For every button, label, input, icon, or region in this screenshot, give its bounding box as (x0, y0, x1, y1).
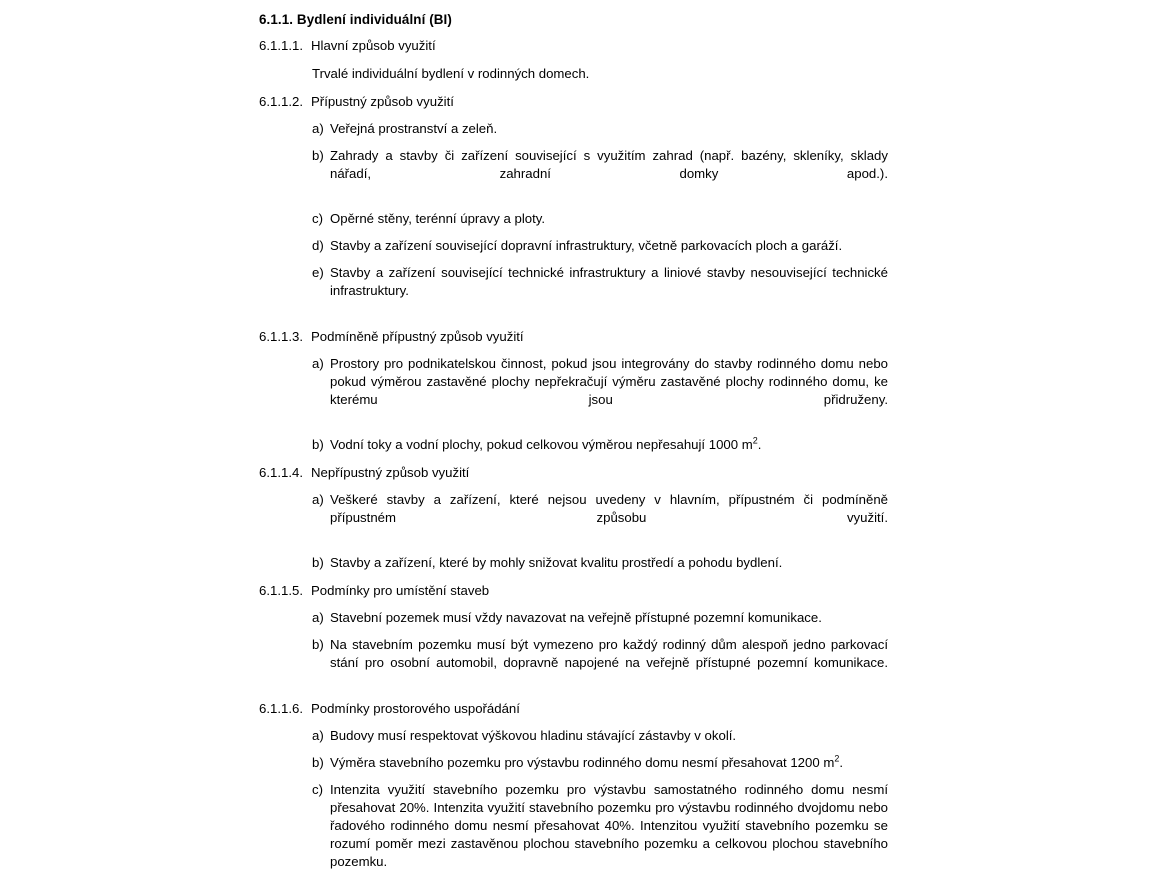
list-marker: a) (312, 610, 324, 625)
list-item-text: Stavby a zařízení související technické infrastruktury a liniové stavby nesouvisející technické infrastruktury. (330, 265, 888, 298)
list-item-text: Stavby a zařízení související dopravní infrastruktury, včetně parkovacích ploch a garáží. (330, 238, 843, 253)
list-item-text: Opěrné stěny, terénní úpravy a ploty. (330, 211, 546, 226)
text-after-superscript: . (757, 437, 762, 452)
clause-number: 6.1.1.2. (259, 94, 303, 109)
list-marker: b) (312, 148, 324, 163)
list-item (259, 237, 888, 255)
list-item (259, 147, 888, 201)
clause-list-6-1-1-2 (259, 120, 888, 318)
page-title: 6.1.1. Bydlení individuální (BI) (259, 12, 452, 27)
list-marker: a) (312, 492, 324, 507)
list-item (259, 120, 888, 138)
clause-list-6-1-1-3 (259, 355, 888, 454)
list-item-text (330, 436, 888, 454)
list-item (259, 609, 888, 627)
list-item-text: Intenzita využití stavebního pozemku pro výstavbu samostatného rodinného domu nesmí přesahovat 20%. Intenzita využití stavebního pozemku pro výstavbu rodinného dvojdomu nebo řadového rodinného domu nesmí přesahovat 40%. Intenzitou využití stavebního pozemku se rozumí poměr mezi zastavěnou plochou stavebního pozemku a celkovou plochou stavebního pozemku. (330, 782, 888, 869)
clause-heading-6-1-1-1 (259, 37, 888, 55)
list-item-text: Budovy musí respektovat výškovou hladinu stávající zástavby v okolí. (330, 728, 737, 743)
list-marker: b) (312, 755, 324, 770)
list-marker: d) (312, 238, 324, 253)
list-item (259, 264, 888, 318)
list-item-text: Prostory pro podnikatelskou činnost, pokud jsou integrovány do stavby rodinného domu nebo pokud výměrou zastavěné plochy nepřekračují výměru zastavěné plochy rodinného domu, ke kterému jsou přidruženy. (330, 356, 888, 407)
list-item (259, 436, 888, 454)
text-after-superscript: . (839, 755, 844, 770)
list-item (259, 781, 888, 889)
list-item-text: Veřejná prostranství a zeleň. (330, 121, 498, 136)
list-marker: a) (312, 728, 324, 743)
clause-heading-6-1-1-2 (259, 93, 888, 111)
clause-list-6-1-1-6 (259, 727, 888, 889)
superscript-unit: 2 (834, 753, 840, 764)
list-item-text: Na stavebním pozemku musí být vymezeno pro každý rodinný dům alespoň jedno parkovací stání pro osobní automobil, dopravně napojené na veřejně přístupné pozemní komunikace. (330, 637, 888, 670)
list-marker: c) (312, 211, 323, 226)
list-marker: c) (312, 782, 323, 797)
clause-heading-6-1-1-3 (259, 328, 888, 346)
clause-title: Hlavní způsob využití (311, 38, 436, 53)
list-marker: b) (312, 555, 324, 570)
list-marker: b) (312, 437, 324, 452)
clause-title: Podmínky prostorového uspořádání (311, 701, 520, 716)
document-body (259, 11, 888, 889)
clause-number: 6.1.1.4. (259, 465, 303, 480)
superscript-unit: 2 (752, 435, 758, 446)
list-item-text: Zahrady a stavby či zařízení související s využitím zahrad (např. bazény, skleníky, sklady nářadí, zahradní domky apod.). (330, 148, 888, 181)
list-item-text: Veškeré stavby a zařízení, které nejsou uvedeny v hlavním, přípustném či podmíněně přípustném způsobu využití. (330, 492, 888, 525)
clause-heading-6-1-1-6 (259, 700, 888, 718)
list-item (259, 491, 888, 545)
clause-list-6-1-1-4 (259, 491, 888, 572)
clause-heading-6-1-1-5 (259, 582, 888, 600)
clause-title: Nepřípustný způsob využití (311, 465, 470, 480)
list-item-text (330, 754, 888, 772)
list-item (259, 754, 888, 772)
clause-number: 6.1.1.6. (259, 701, 303, 716)
list-marker: e) (312, 265, 324, 280)
list-item-text: Stavební pozemek musí vždy navazovat na veřejně přístupné pozemní komunikace. (330, 610, 822, 625)
clause-title: Přípustný způsob využití (311, 94, 454, 109)
list-item (259, 554, 888, 572)
list-marker: b) (312, 637, 324, 652)
clause-number: 6.1.1.3. (259, 329, 303, 344)
list-item-text: Stavby a zařízení, které by mohly snižovat kvalitu prostředí a pohodu bydlení. (330, 555, 783, 570)
clause-title: Podmínky pro umístění staveb (311, 583, 490, 598)
list-marker: a) (312, 356, 324, 371)
text-before-superscript: Vodní toky a vodní plochy, pokud celkovou výměrou nepřesahují 1000 m (330, 437, 753, 452)
clause-number: 6.1.1.5. (259, 583, 303, 598)
list-item (259, 210, 888, 228)
clause-title: Podmíněně přípustný způsob využití (311, 329, 524, 344)
text-before-superscript: Výměra stavebního pozemku pro výstavbu rodinného domu nesmí přesahovat 1200 m (330, 755, 835, 770)
clause-list-6-1-1-5 (259, 609, 888, 690)
list-item (259, 636, 888, 690)
clause-heading-6-1-1-4 (259, 464, 888, 482)
list-marker: a) (312, 121, 324, 136)
list-item (259, 355, 888, 427)
list-item (259, 727, 888, 745)
clause-number: 6.1.1.1. (259, 38, 303, 53)
clause-paragraph-6-1-1-1: Trvalé individuální bydlení v rodinných domech. (312, 66, 590, 81)
